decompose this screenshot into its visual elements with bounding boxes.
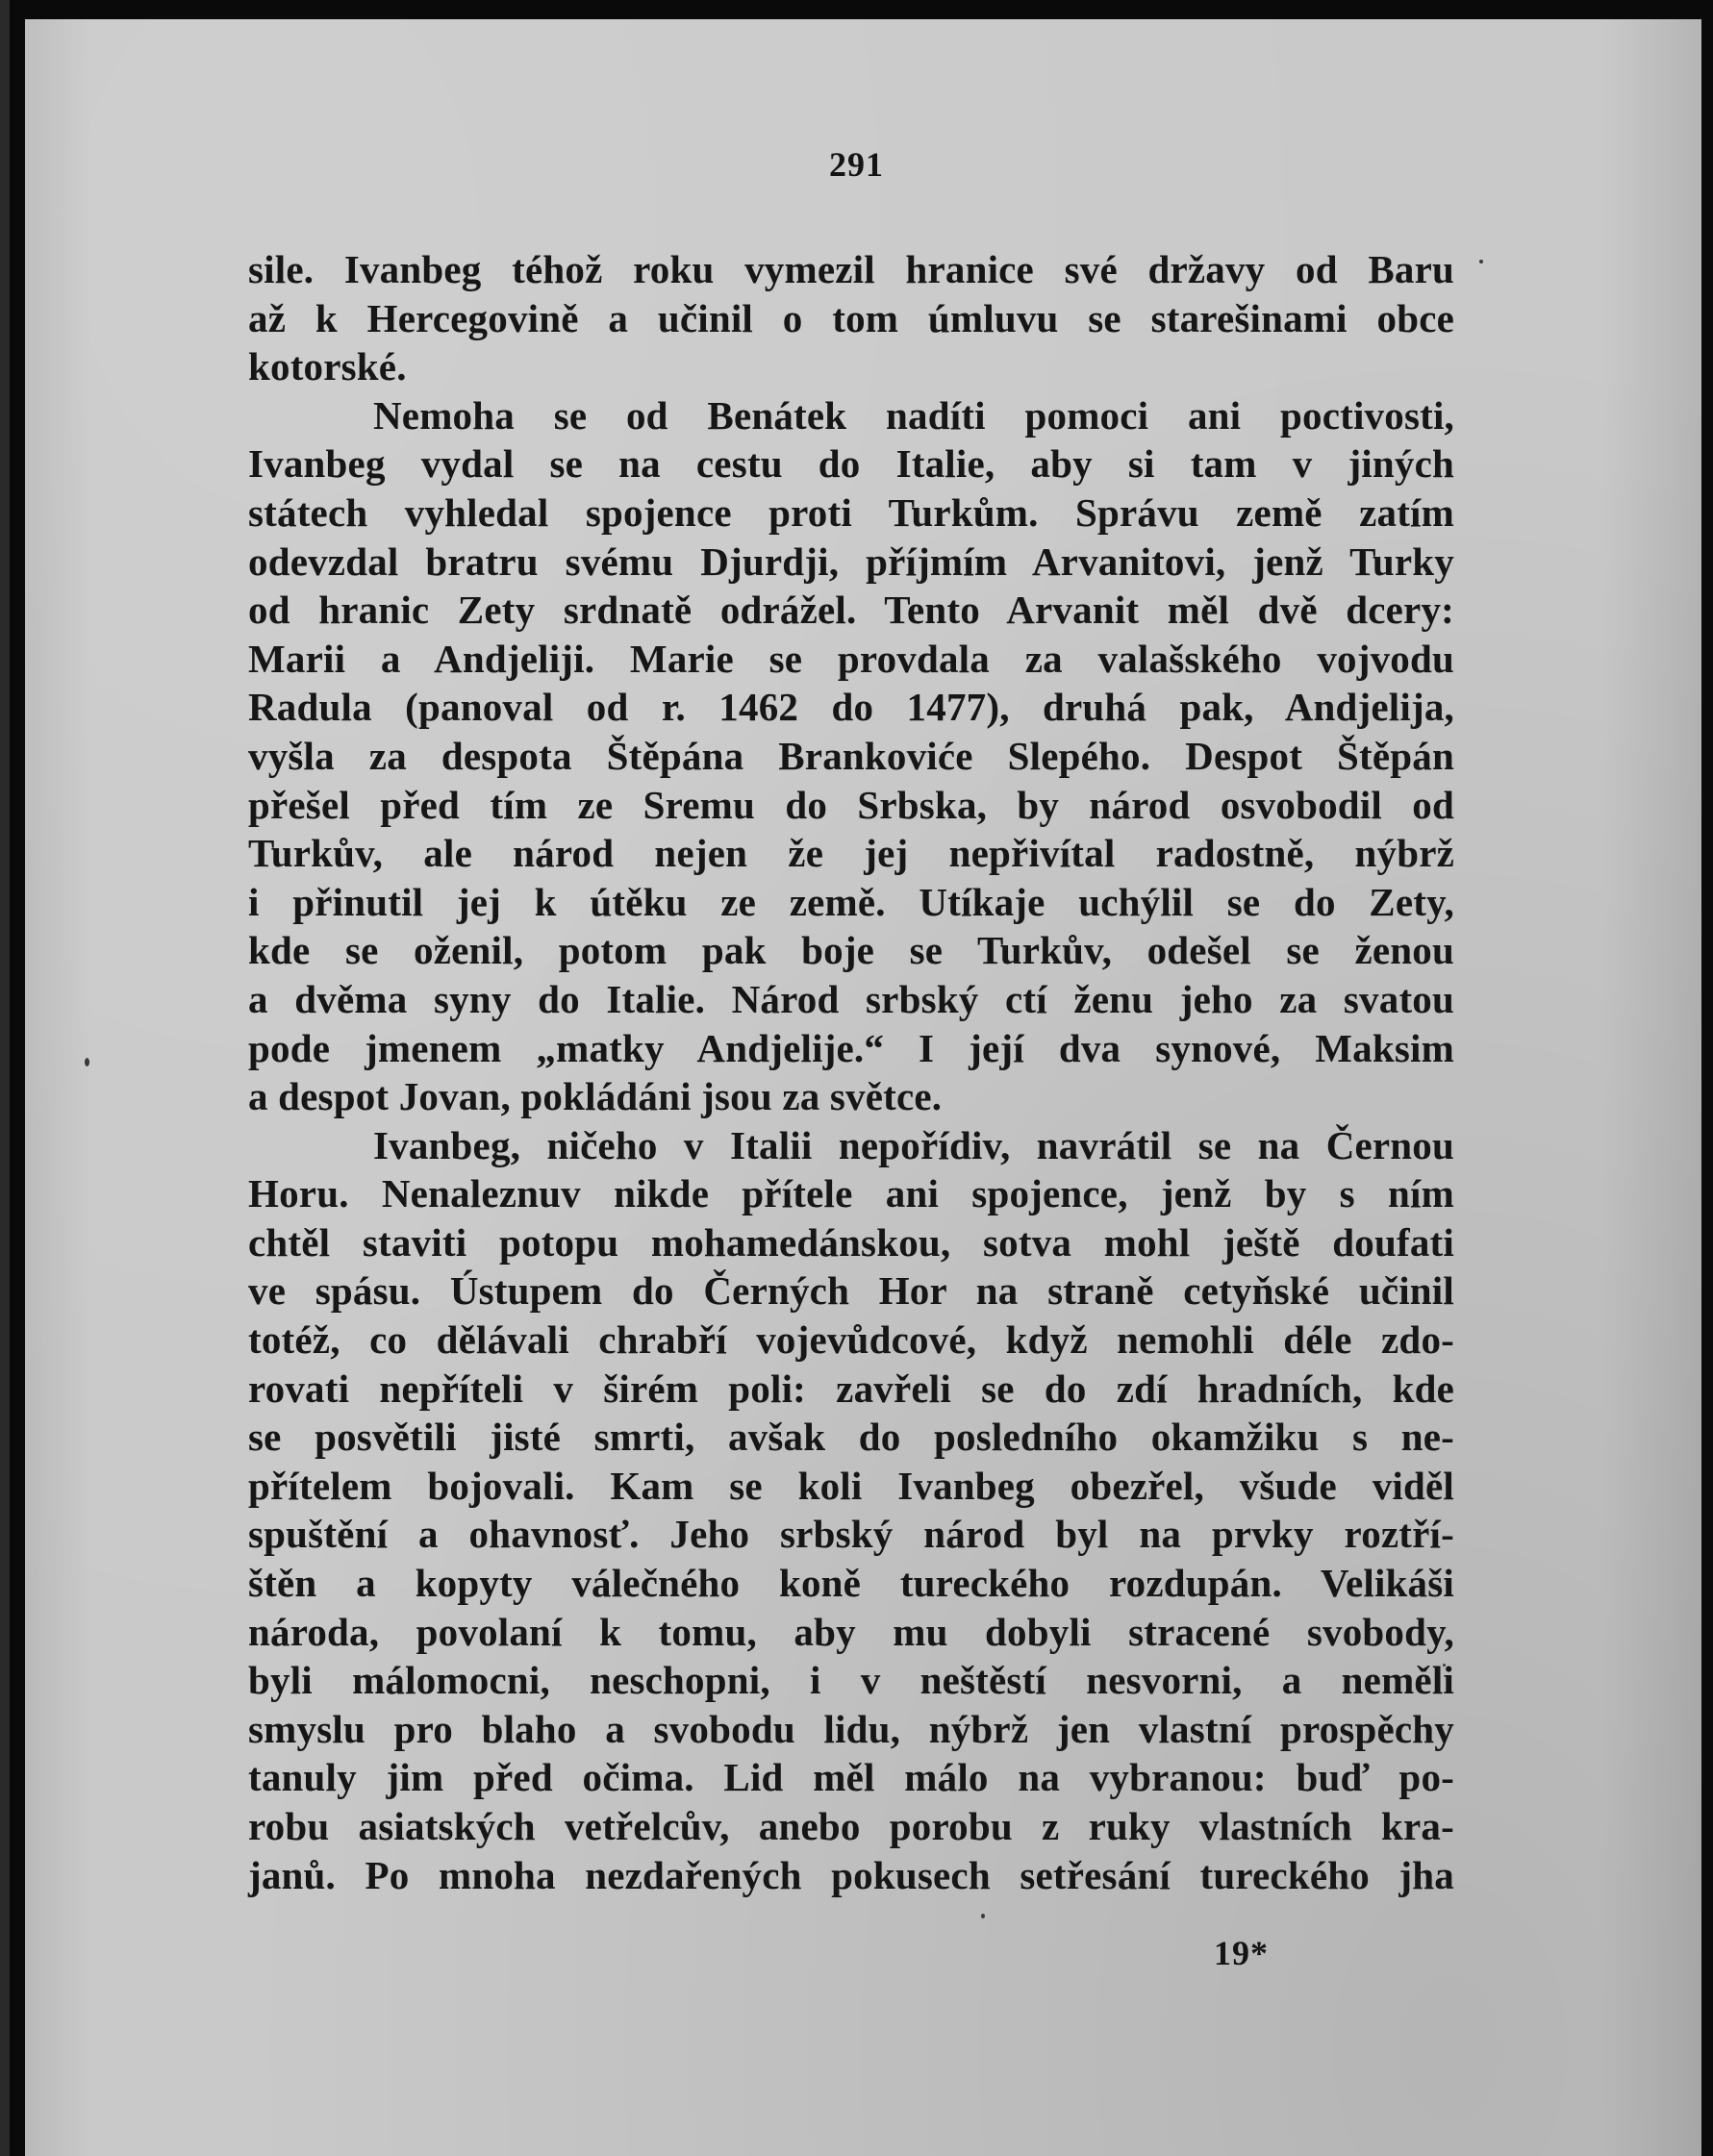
text-line: Ivanbeg vydal se na cestu do Italie, aby si tam v jiných — [248, 441, 1454, 487]
text-line: totéž, co dělávali chrabří vojevůdcové, když nemohli déle zdo- — [248, 1317, 1454, 1363]
text-line: tanuly jim před očima. Lid měl málo na vybranou: buď po- — [248, 1755, 1454, 1800]
scan-speck — [85, 1058, 89, 1066]
text-line: a dvěma syny do Italie. Národ srbský ctí ženu jeho za svatou — [248, 976, 1454, 1021]
text-line: přítelem bojovali. Kam se koli Ivanbeg obezřel, všude viděl — [248, 1463, 1454, 1508]
text-line: janů. Po mnoha nezdařených pokusech setřesání tureckého jha — [248, 1852, 1454, 1897]
text-line: a despot Jovan, pokládáni jsou za světce. — [248, 1074, 943, 1119]
text-line: od hranic Zety srdnatě odrážel. Tento Arvanit měl dvě dcery: — [248, 588, 1454, 633]
text-line: přešel před tím ze Sremu do Srbska, by národ osvobodil od — [248, 782, 1454, 827]
text-line: vyšla za despota Štěpána Brankoviće Slepého. Despot Štěpán — [248, 733, 1454, 778]
page-number: 291 — [829, 145, 884, 184]
text-line: Marii a Andjeliji. Marie se provdala za valašského vojvodu — [248, 636, 1454, 681]
text-line: i přinutil jej k útěku ze země. Utíkaje uchýlil se do Zety, — [248, 879, 1454, 924]
signature-mark: 19* — [1214, 1934, 1269, 1972]
text-line: národa, povolaní k tomu, aby mu dobyli stracené svobody, — [248, 1609, 1454, 1654]
text-line: kde se oženil, potom pak boje se Turkův, odešel se ženou — [248, 928, 1454, 973]
text-line: státech vyhledal spojence proti Turkům. Správu země zatím — [248, 489, 1454, 535]
text-line: Horu. Nenaleznuv nikde přítele ani spojence, jenž by s ním — [248, 1171, 1454, 1216]
text-line: Radula (panoval od r. 1462 do 1477), druhá pak, Andjelija, — [248, 685, 1454, 730]
text-line: Nemoha se od Benátek nadíti pomoci ani poctivosti, — [373, 392, 1454, 438]
text-line: ve spásu. Ústupem do Černých Hor na straně cetyňské učinil — [248, 1268, 1454, 1314]
text-line: až k Hercegovině a učinil o tom úmluvu se starešinami obce — [248, 295, 1454, 340]
text-line: štěn a kopyty válečného koně tureckého rozdupán. Velikáši — [248, 1561, 1454, 1606]
text-line: kotorské. — [248, 344, 407, 389]
scan-speck — [1479, 260, 1483, 263]
text-line: Turkův, ale národ nejen že jej nepřivítal radostně, nýbrž — [248, 831, 1454, 876]
text-line: odevzdal bratru svému Djurdji, příjmím Arvanitovi, jenž Turky — [248, 539, 1454, 584]
scan-speck — [981, 1914, 985, 1918]
body-text — [248, 245, 1454, 1899]
text-line: chtěl staviti potopu mohamedánskou, sotva mohl ještě doufati — [248, 1219, 1454, 1265]
text-line: se posvětili jisté smrti, avšak do posledního okamžiku s ne- — [248, 1415, 1454, 1460]
text-line: rovati nepříteli v širém poli: zavřeli se do zdí hradních, kde — [248, 1366, 1454, 1411]
text-line: byli málomocni, neschopni, i v neštěstí nesvorni, a neměli — [248, 1658, 1454, 1703]
text-line: robu asiatských vetřelcův, anebo porobu z ruky vlastních kra- — [248, 1804, 1454, 1848]
text-line: spuštění a ohavnosť. Jeho srbský národ byl na prvky roztří- — [248, 1512, 1454, 1557]
text-line: pode jmenem „matky Andjelije.“ I její dva synové, Maksim — [248, 1025, 1454, 1070]
scan-left-edge — [0, 0, 10, 2156]
text-line: sile. Ivanbeg téhož roku vymezil hranice své državy od Baru — [248, 247, 1454, 291]
text-line: Ivanbeg, ničeho v Italii nepořídiv, navrátil se na Černou — [373, 1122, 1454, 1167]
text-line: smyslu pro blaho a svobodu lidu, nýbrž jen vlastní prospěchy — [248, 1706, 1454, 1751]
